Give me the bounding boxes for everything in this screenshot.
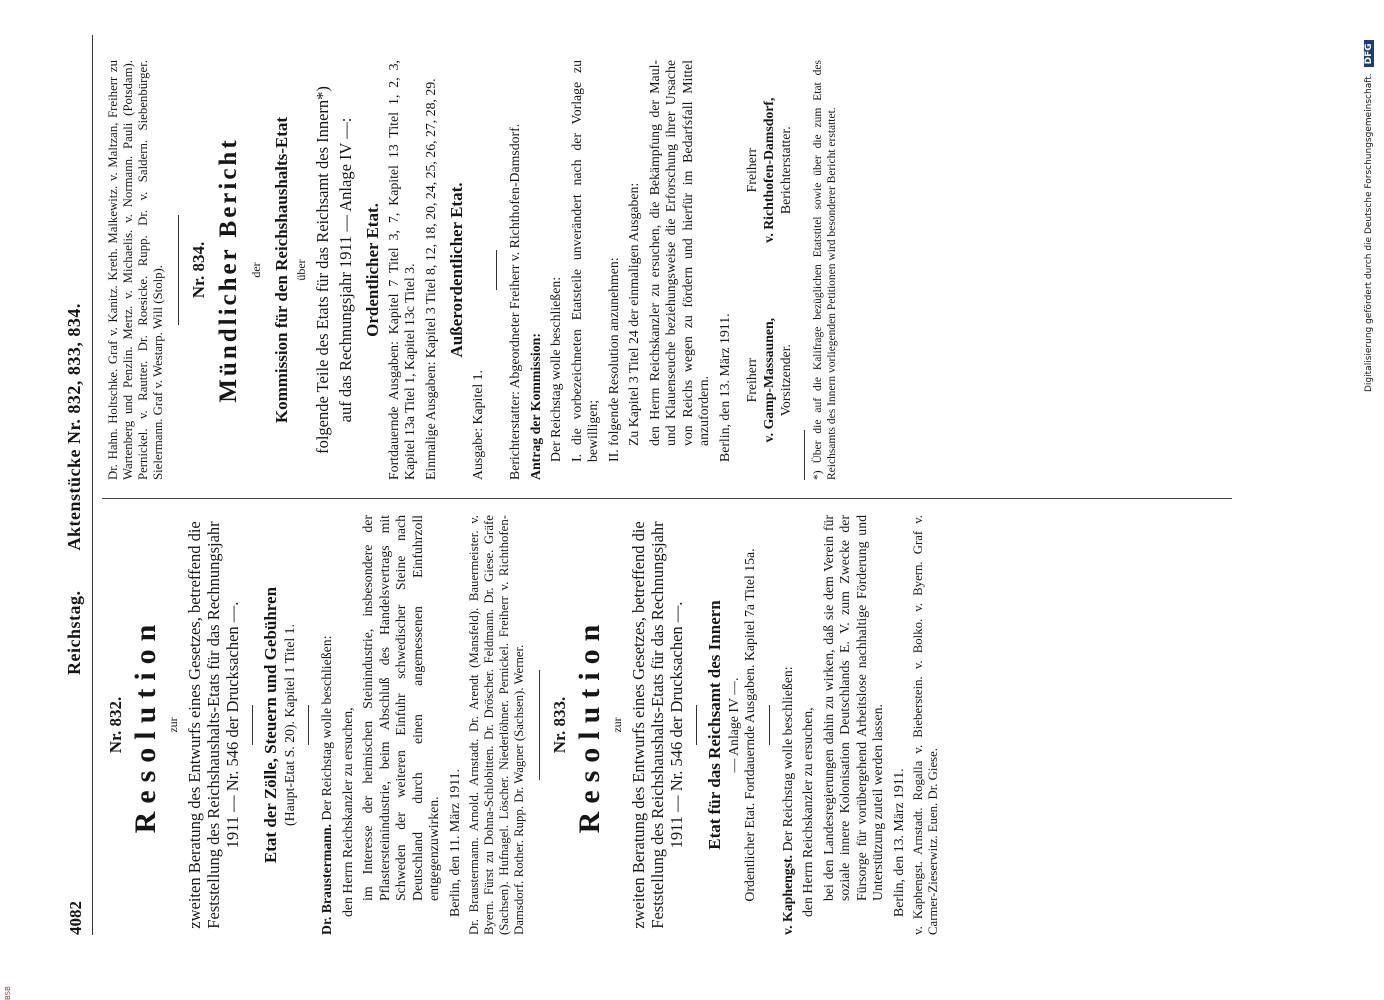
doc833-anlage: — Anlage IV —.	[725, 677, 741, 773]
funding-credit	[1364, 7, 1380, 392]
doc833-title: zweiten Beratung des Entwurfs eines Gesetzes, betreffend die Feststellung des Reichshaushalts-Etats für das Rechnungsjahr 1911 — Nr. 546 der Drucksachen —.	[629, 521, 686, 929]
doc834-ausserordentlich: Außerordentlicher Etat.	[447, 182, 466, 358]
doc834-fortdauernd: Fortdauernde Ausgaben: Kapitel 7 Titel 3, 7, Kapitel 13 Titel 1, 2, 3, Kapitel 13a Titel 1, Kapitel 13c Titel 3.	[385, 60, 417, 480]
credit-text: Digitalisierung gefördert durch die Deutsche Forschungsgemeinschaft.	[1364, 73, 1374, 392]
doc833-kind: Resolution	[572, 616, 606, 834]
doc834-ordentlich: Ordentlicher Etat.	[363, 203, 382, 337]
footnote-rule	[804, 430, 805, 480]
library-mark: BSB	[4, 986, 12, 1000]
doc834-antrag-head: Antrag der Kommission:	[527, 333, 543, 480]
signature-chair-role: Vorsitzender.	[778, 344, 793, 417]
doc832-body: im Interesse der heimischen Steinindustrie, insbesondere der Pflastersteinindustrie, beim Abschluß des Handelsvertrags mit Schweden der weiteren Einfuhr schwedischer Steine nach Deutschland durch einen angemessenen Einfuhrzoll entgegenzuwirken.	[360, 515, 441, 901]
doc832-mover: Dr. Braustermann.	[319, 823, 334, 935]
doc834-item2: II. folgende Resolution anzunehmen:	[605, 257, 621, 462]
divider-rule	[769, 705, 770, 745]
doc833-number: Nr. 833.	[550, 696, 569, 754]
signature-chair-title: Freiherr	[744, 357, 759, 403]
doc834-number: Nr. 834.	[189, 241, 208, 299]
doc833-intro-para	[780, 515, 797, 935]
doc832-date: Berlin, den 11. März 1911.	[446, 768, 462, 917]
running-title	[66, 303, 83, 675]
doc832-intro-para	[319, 515, 336, 935]
signature-reporter	[743, 98, 794, 243]
running-header	[62, 35, 93, 935]
doc834-antrag-intro: Der Reichstag wolle beschließen:	[548, 276, 563, 462]
signature-reporter-role: Berichterstatter.	[778, 126, 793, 215]
signature-reporter-name: v. Richthofen-Damsdorf,	[761, 97, 776, 243]
doc833-etat-sub: Ordentlicher Etat. Fortdauernde Ausgaben. Kapitel 7a Titel 15a.	[742, 548, 757, 902]
doc833-etat-title: Etat für das Reichsamt des Innern	[705, 600, 724, 850]
doc834-footnote: *) Über die auf die Kalifrage bezüglichen Etatstitel sowie über die zum Etat des Reichsamts des Innern vorliegenden Petitionen wird besonderer Bericht erstattet.	[812, 60, 838, 480]
doc833-request: den Herrn Reichskanzler zu ersuchen,	[800, 707, 815, 917]
divider-rule	[308, 705, 309, 745]
column-divider	[102, 498, 1232, 499]
divider-rule	[696, 705, 697, 745]
doc832-etat-sub: (Haupt-Etat S. 20). Kapitel 1 Titel 1.	[281, 624, 297, 826]
doc833-intro: Der Reichstag wolle beschließen:	[779, 666, 795, 852]
doc832-signers: Dr. Braustermann. Arnold. Arnstadt. Dr. Arendt (Mansfeld). Bauermeister. v. Byern. Fürst zu Dohna-Schlobitten. Dr. Dröscher. Feldmann. Dr. Giese. Gräfe (Sachsen). Hufnagel. Löscher. Niederlöhner. Pernickel. Freiherr v. Richthofen-Damsdorf. Rother. Rupp. Dr. Wagner (Sachsen). Werner.	[467, 515, 526, 935]
doc834-einmalig: Einmalige Ausgaben: Kapitel 3 Titel 8, 12, 18, 20, 24, 25, 26, 27, 28, 29.	[422, 78, 438, 480]
signature-chair	[743, 318, 794, 443]
doc834-berichterstatter: Berichterstatter: Abgeordneter Freiherr v. Richthofen-Damsdorf.	[507, 123, 522, 480]
signature-chair-name: v. Gamp-Massaunen,	[761, 317, 776, 443]
doc834-kind: Mündlicher Bericht	[214, 137, 242, 403]
divider-rule	[496, 250, 497, 290]
doc832-title: zweiten Beratung des Entwurfs eines Gesetzes, betreffend die Feststellung des Reichshaushalts-Etats für das Rechnungsjahr 1911 — Nr. 546 der Drucksachen —.	[185, 521, 242, 929]
doc834-year: auf das Rechnungsjahr 1911 — Anlage IV —:	[336, 117, 355, 423]
page-number: 4082	[66, 901, 85, 935]
doc833-date: Berlin, den 13. März 1911.	[890, 768, 906, 917]
doc834-ueber: über	[293, 259, 308, 281]
running-title-right: Aktenstücke Nr. 832, 833, 834.	[64, 303, 84, 551]
doc832-zur: zur	[165, 717, 180, 733]
doc832-number: Nr. 832.	[106, 696, 125, 754]
doc834-der: der	[248, 262, 263, 278]
doc834-commission: Kommission für den Reichshaushalts-Etat	[272, 116, 291, 424]
signature-reporter-title: Freiherr	[744, 147, 759, 193]
doc834-date: Berlin, den 13. März 1911.	[716, 313, 732, 462]
right-column	[102, 60, 1232, 480]
signature-block	[743, 60, 794, 480]
doc834-item1: I. die vorbezeichneten Etatsteile unverändert nach der Vorlage zu bewilligen;	[568, 60, 600, 462]
doc834-item2-body: den Herrn Reichskanzler zu ersuchen, die Bekämpfung der Maul- und Klauenseuche beziehungsweise die Erforschung ihrer Ursache von Reichs wegen zu fördern und hierfür im Bedarfsfall Mittel anzufordern.	[646, 60, 711, 446]
doc834-ausgabe: Ausgabe: Kapitel 1.	[469, 370, 485, 480]
doc833-signers: v. Kaphengst. Arnstadt. Rogalla v. Bieberstein. v. Bolko. v. Byern. Graf v. Carmer-Zieserwitz. Euen. Dr. Giese.	[911, 515, 940, 935]
continued-signers: Dr. Hahn. Holtschke. Graf v. Kanitz. Kreth. Malkewitz. v. Maltzan, Freiherr zu Wartenberg und Penzlin. Mertz. v. Michaelis. v. Normann. Pauli (Potsdam). Pernickel. v. Rautter. Dr. Roesicke. Rupp. Dr. v. Saldern. Siebenbürger. Sielermann. Graf v. Westarp. Will (Stolp).	[106, 60, 165, 480]
doc833-mover: v. Kaphengst.	[779, 854, 795, 935]
doc832-intro: Der Reichstag wolle beschließen:	[319, 635, 334, 821]
left-column	[102, 515, 1232, 935]
doc834-parts: folgende Teile des Etats für das Reichsamt des Innern*)	[313, 86, 332, 454]
divider-rule	[539, 670, 540, 780]
dfg-logo: DFG	[1364, 40, 1374, 67]
divider-rule	[178, 215, 179, 325]
running-title-left: Reichstag.	[64, 590, 84, 675]
doc834-item2-sub: Zu Kapitel 3 Titel 24 der einmaligen Ausgaben:	[626, 182, 641, 446]
divider-rule	[252, 705, 253, 745]
doc832-etat-title: Etat der Zölle, Steuern und Gebühren	[261, 586, 280, 864]
doc833-zur: zur	[609, 717, 624, 733]
doc833-body: bei den Landesregierungen dahin zu wirken, daß sie dem Verein für soziale innere Kolonisation Deutschlands E. V. zum Zwecke der Fürsorge für vorübergehend Arbeitslose nachhaltige Förderung und Unterstützung zuteil werden lassen.	[820, 515, 885, 901]
doc832-request: den Herrn Reichskanzler zu ersuchen,	[339, 707, 355, 917]
document-page	[62, 35, 1242, 935]
doc832-kind: Resolution	[128, 616, 162, 834]
